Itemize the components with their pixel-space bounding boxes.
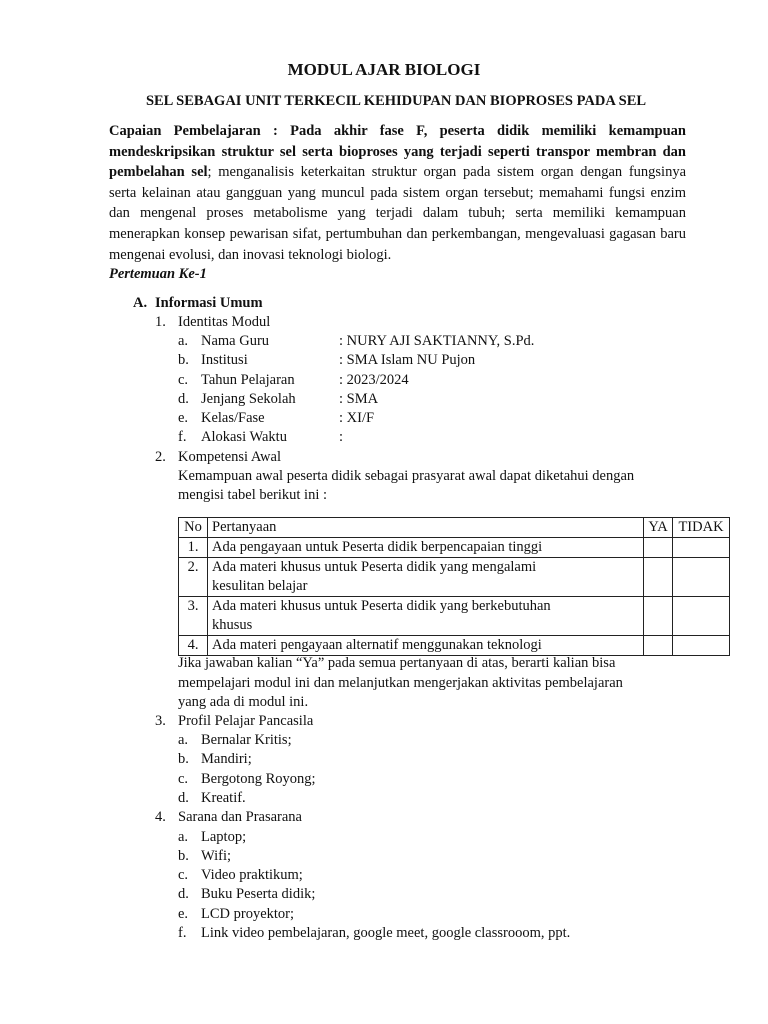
list-item: LCD proyektor; [201,906,295,922]
row-tidak-cell[interactable] [673,597,730,636]
identity-label: Nama Guru [201,333,270,349]
list-item: Link video pembelajaran, google meet, google classrooom, ppt. [201,925,571,941]
identity-value: : SMA Islam NU Pujon [339,352,476,368]
capaian-pembelajaran [109,121,686,265]
row-tidak-cell[interactable] [673,558,730,597]
identity-letter: e. [178,410,189,426]
page-subtitle: SEL SEBAGAI UNIT TERKECIL KEHIDUPAN DAN BIOPROSES PADA SEL [145,93,647,109]
row-number: 4. [179,636,208,656]
identity-letter: f. [178,429,187,445]
item-4-number: 4. [155,809,166,825]
row-question [208,538,644,558]
item-3-number: 3. [155,713,166,729]
item-3-title: Profil Pelajar Pancasila [178,713,314,729]
list-letter: f. [178,925,187,941]
row-ya-cell[interactable] [644,538,673,558]
row-number: 1. [179,538,208,558]
list-letter: d. [178,886,189,902]
item-1-title: Identitas Modul [178,314,271,330]
capaian-bold: Capaian Pembelajaran : Pada akhir fase F, peserta didik memiliki kemampuan mendeskripsikan struktur sel serta bioproses yang terjadi seperti transpor membran dan pembelahan sel [109,123,686,181]
list-letter: c. [178,771,189,787]
row-number: 3. [179,597,208,636]
meeting-heading: Pertemuan Ke-1 [109,266,207,282]
row-question-line: khusus [212,617,253,633]
list-item: Bernalar Kritis; [201,732,292,748]
list-letter: e. [178,906,189,922]
header-no: No [179,518,208,538]
table-header-row [179,518,730,538]
table-row [179,636,730,656]
table-row [179,558,730,597]
page-title: MODUL AJAR BIOLOGI [287,60,481,79]
identity-value: : 2023/2024 [339,372,409,388]
table-row [179,538,730,558]
item-2-title: Kompetensi Awal [178,449,281,465]
item-2-number: 2. [155,449,166,465]
identity-label: Alokasi Waktu [201,429,287,445]
identity-letter: b. [178,352,189,368]
identity-value: : XI/F [339,410,375,426]
row-question-line: Ada pengayaan untuk Peserta didik berpencapaian tinggi [212,539,543,555]
identity-value: : SMA [339,391,379,407]
list-letter: c. [178,867,189,883]
kompetensi-note: yang ada di modul ini. [178,694,309,710]
identity-label: Jenjang Sekolah [201,391,296,407]
row-question [208,597,644,636]
section-a-label: A. [133,295,148,311]
capaian-rest: ; menganalisis keterkaitan struktur organ pada sistem organ dengan fungsinya serta kelainan atau gangguan yang muncul pada sistem organ tersebut; memahami fungsi enzim dan mengenal proses metabolisme yang terjadi dalam tubuh; serta memiliki kemampuan menerapkan konsep pewarisan sifat, pertumbuhan dan perkembangan, mengevaluasi gagasan baru mengenai evolusi, dan inovasi teknologi biologi. [109,164,687,263]
list-item: Mandiri; [201,751,252,767]
section-a-title: Informasi Umum [155,295,263,311]
identity-letter: d. [178,391,189,407]
list-letter: b. [178,848,189,864]
identity-label: Kelas/Fase [201,410,265,426]
list-item: Kreatif. [201,790,246,806]
header-tidak: TIDAK [673,518,730,538]
questions-table [178,517,730,656]
row-tidak-cell[interactable] [673,538,730,558]
row-tidak-cell[interactable] [673,636,730,656]
header-question: Pertanyaan [208,518,644,538]
list-letter: a. [178,732,189,748]
identity-letter: a. [178,333,189,349]
row-question-line: Ada materi khusus untuk Peserta didik yang mengalami [212,559,537,575]
list-letter: d. [178,790,189,806]
identity-value: : NURY AJI SAKTIANNY, S.Pd. [339,333,535,349]
item-4-title: Sarana dan Prasarana [178,809,302,825]
identity-value: : [339,429,344,445]
list-item: Wifi; [201,848,232,864]
list-item: Video praktikum; [201,867,303,883]
kompetensi-note: Jika jawaban kalian “Ya” pada semua pertanyaan di atas, berarti kalian bisa [178,655,616,671]
kompetensi-intro: mengisi tabel berikut ini : [178,487,328,503]
list-item: Laptop; [201,829,247,845]
kompetensi-intro: Kemampuan awal peserta didik sebagai prasyarat awal dapat diketahui dengan [178,468,635,484]
row-ya-cell[interactable] [644,636,673,656]
list-item: Buku Peserta didik; [201,886,316,902]
identity-label: Institusi [201,352,248,368]
list-letter: b. [178,751,189,767]
row-ya-cell[interactable] [644,558,673,597]
row-question-line: Ada materi pengayaan alternatif menggunakan teknologi [212,637,542,653]
header-ya: YA [644,518,673,538]
kompetensi-note: mempelajari modul ini dan melanjutkan mengerjakan aktivitas pembelajaran [178,675,623,691]
identity-label: Tahun Pelajaran [201,372,295,388]
list-item: Bergotong Royong; [201,771,316,787]
row-question [208,558,644,597]
list-letter: a. [178,829,189,845]
row-question-line: Ada materi khusus untuk Peserta didik yang berkebutuhan [212,598,551,614]
item-1-number: 1. [155,314,166,330]
table-row [179,597,730,636]
row-question [208,636,644,656]
identity-letter: c. [178,372,189,388]
row-ya-cell[interactable] [644,597,673,636]
row-number: 2. [179,558,208,597]
row-question-line: kesulitan belajar [212,578,308,594]
